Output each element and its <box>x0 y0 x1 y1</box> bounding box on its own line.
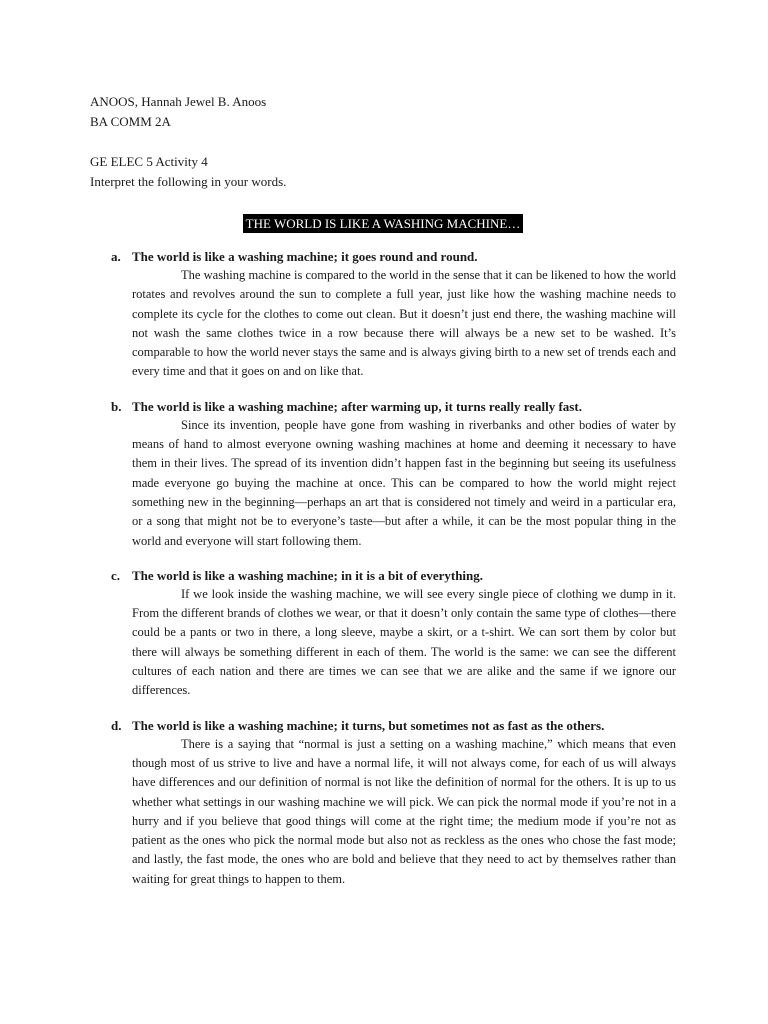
title-container <box>90 214 676 233</box>
header-spacer <box>90 132 676 152</box>
item-letter: c. <box>111 567 121 583</box>
item-heading-row <box>90 716 676 735</box>
item-heading-row <box>90 247 676 266</box>
course-section: BA COMM 2A <box>90 114 171 129</box>
item-heading: The world is like a washing machine; it turns, but sometimes not as fast as the others. <box>132 717 605 733</box>
item-heading: The world is like a washing machine; it goes round and round. <box>132 249 478 264</box>
item-letter: d. <box>111 717 122 733</box>
item-heading: The world is like a washing machine; after warming up, it turns really really fast. <box>132 398 582 414</box>
item-heading-row <box>90 397 676 416</box>
list-item <box>90 716 676 889</box>
item-paragraph: Since its invention, people have gone from washing in riverbanks and other bodies of water by means of hand to almost everyone owning washing machines at home and deeming it necessary to have them in their lives. The spread of its invention didn’t happen fast in the beginning but seeing its usefulness made everyone go buying the machine at once. This can be compared to how the world might reject something new in the beginning—perhaps an art that is considered not timely and weird in a particular era, or a song that might not be to everyone’s taste—but after a while, it can be the most popular thing in the world and everyone will start following them. <box>132 417 676 548</box>
item-heading: The world is like a washing machine; in it is a bit of everything. <box>132 567 484 583</box>
item-paragraph: There is a saying that “normal is just a setting on a washing machine,” which means that even though most of us strive to live and have a normal life, it will not always come, for each of us will always have differences and our definition of normal is not like the definition of normal for the others. It is up to us whether what settings in our washing machine we will pick. We can pick the normal mode if you’re not in a hurry and if you believe that good things will come at the right time; the medium mode if you’re not as patient as the ones who pick the normal mode but also not as reckless as the ones who chose the fast mode; and lastly, the fast mode, the ones who are bold and believe that they need to act by themselves rather than waiting for great things to happen to them. <box>132 736 676 886</box>
item-paragraph: If we look inside the washing machine, we will see every single piece of clothing we dump in it. From the different brands of clothes we wear, or that it doesn’t only contain the same type of clothes—there could be a pants or two in there, a long sleeve, maybe a skirt, or a t-shirt. We can sort them by color but there will always be something different in each of them. The world is the same: we can see the different cultures of each nation and there are times we can see that we are alike and the same if we ignore our differences. <box>132 586 676 698</box>
list-item <box>90 397 676 551</box>
item-letter: a. <box>111 249 121 264</box>
student-name: ANOOS, Hannah Jewel B. Anoos <box>90 94 267 109</box>
document-title: THE WORLD IS LIKE A WASHING MACHINE… <box>243 214 524 233</box>
instruction-text: Interpret the following in your words. <box>90 174 287 189</box>
activity-label: GE ELEC 5 Activity 4 <box>90 154 208 169</box>
item-letter: b. <box>111 398 122 414</box>
list-item <box>90 566 676 701</box>
list-item <box>90 247 676 382</box>
item-paragraph: The washing machine is compared to the world in the sense that it can be likened to how the world rotates and revolves around the sun to complete a full year, just like how the washing machine needs to complete its cycle for the clothes to come out clean. But it doesn’t just end there, the washing machine will not wash the same clothes twice in a row because there will always be a new set to be washed. It’s comparable to how the world never stays the same and is always giving birth to a new set of trends each and every time and that it goes on and on like that. <box>132 268 676 379</box>
item-heading-row <box>90 566 676 585</box>
